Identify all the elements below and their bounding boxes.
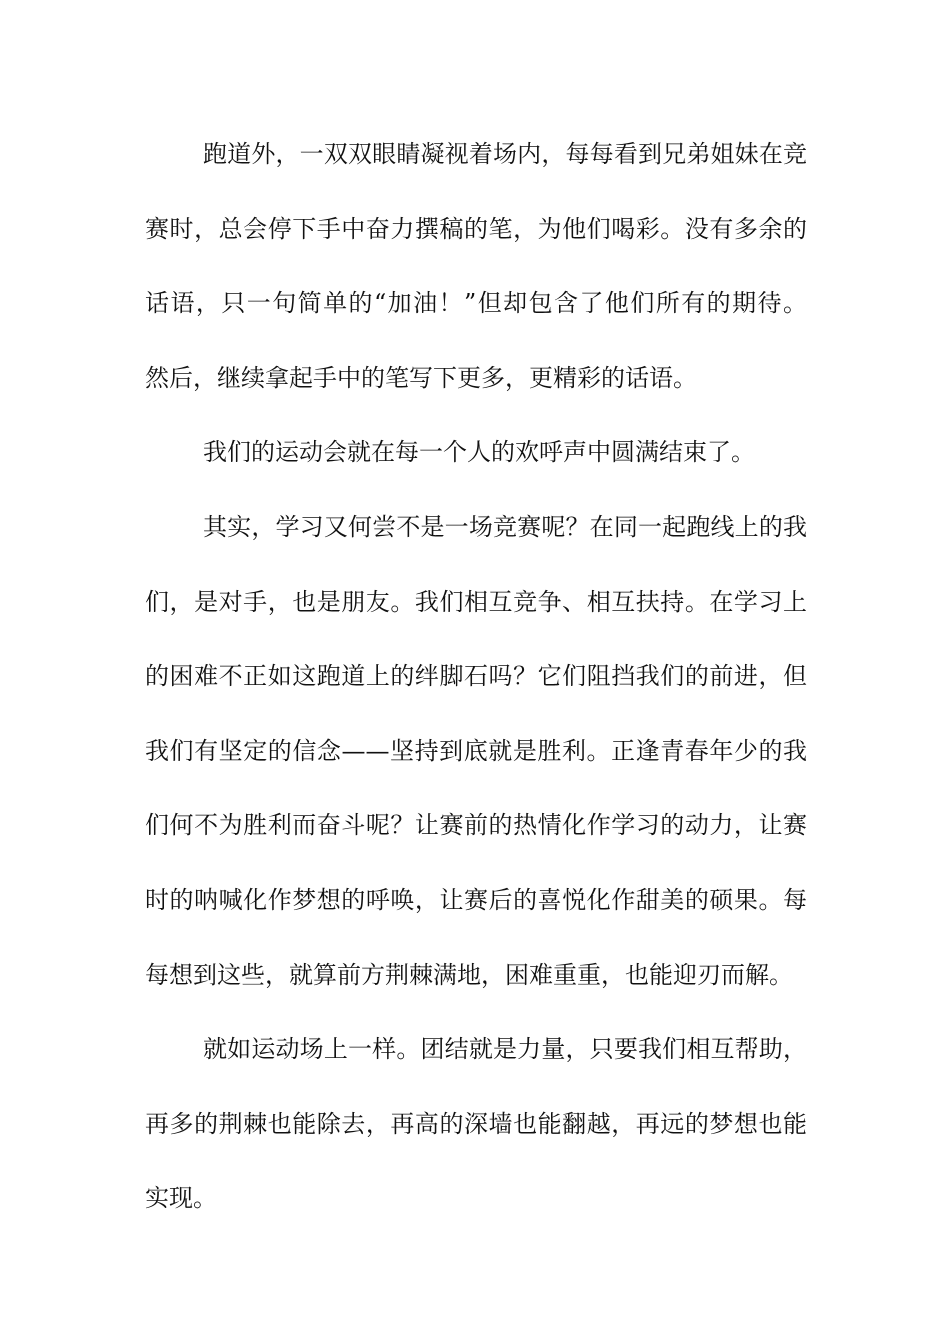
paragraph-3-line-7: 每想到这些，就算前方荆棘满地，困难重重，也能迎刃而解。 — [145, 960, 793, 989]
paragraph-3-line-2: 们，是对手，也是朋友。我们相互竞争、相互扶持。在学习上 — [145, 587, 807, 616]
paragraph-2-line-1: 我们的运动会就在每一个人的欢呼声中圆满结束了。 — [203, 438, 755, 467]
paragraph-1-line-1: 跑道外，一双双眼睛凝视着场内，每每看到兄弟姐妹在竞 — [203, 140, 807, 168]
document-body — [145, 126, 807, 1245]
paragraph-3-line-3: 的困难不正如这跑道上的绊脚石吗？它们阻挡我们的前进，但 — [145, 662, 807, 691]
paragraph-4-line-2: 再多的荆棘也能除去，再高的深墙也能翻越，再远的梦想也能 — [145, 1109, 807, 1138]
paragraph-1-line-4: 然后，继续拿起手中的笔写下更多，更精彩的话语。 — [145, 363, 697, 392]
paragraph-3-line-6: 时的呐喊化作梦想的呼唤，让赛后的喜悦化作甜美的硕果。每 — [145, 885, 807, 914]
paragraph-4-line-3: 实现。 — [145, 1184, 217, 1213]
paragraph-4-line-1: 就如运动场上一样。团结就是力量，只要我们相互帮助， — [203, 1035, 807, 1064]
paragraph-3-line-5: 们何不为胜利而奋斗呢？让赛前的热情化作学习的动力，让赛 — [145, 811, 807, 840]
paragraph-3-line-4: 我们有坚定的信念——坚持到底就是胜利。正逢青春年少的我 — [145, 736, 807, 765]
paragraph-3-line-1: 其实，学习又何尝不是一场竞赛呢？在同一起跑线上的我 — [203, 512, 807, 541]
paragraph-1-line-3: 话语，只一句简单的“加油！”但却包含了他们所有的期待。 — [145, 289, 807, 318]
paragraph-1-line-2: 赛时，总会停下手中奋力撰稿的笔，为他们喝彩。没有多余的 — [145, 214, 807, 243]
